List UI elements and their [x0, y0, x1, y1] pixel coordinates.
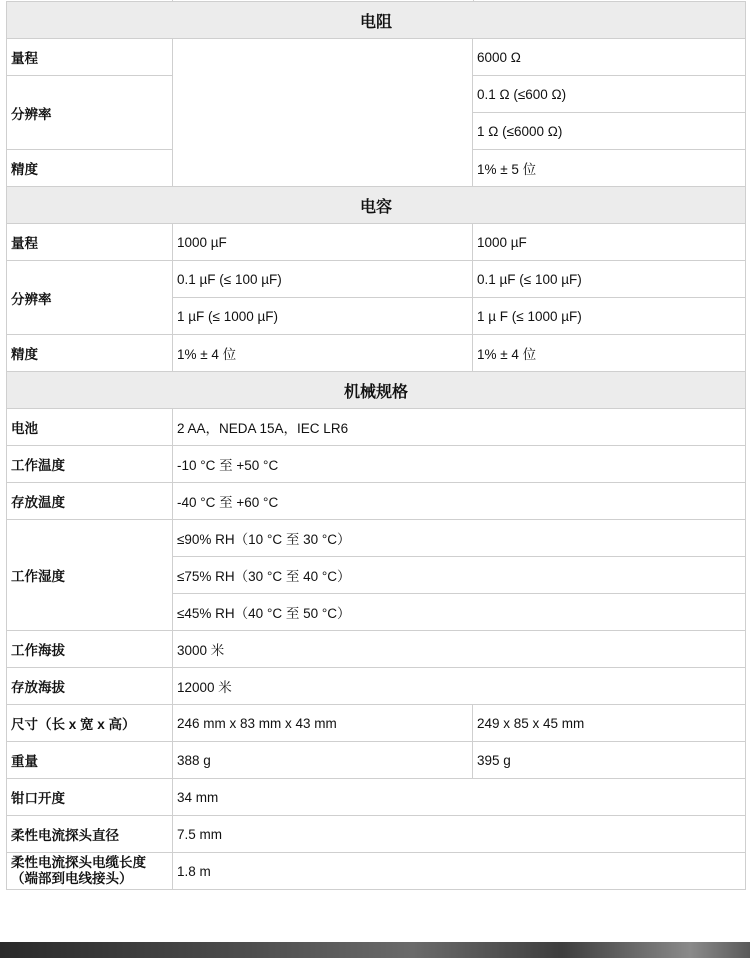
cell-value: ≤90% RH（10 °C 至 30 °C） — [173, 520, 746, 557]
cell-value: 1000 µF — [173, 224, 473, 261]
cell-value: 1 µ F (≤ 1000 µF) — [473, 298, 746, 335]
row-label: 存放海拔 — [7, 668, 173, 705]
cell-value: 1 µF (≤ 1000 µF) — [173, 298, 473, 335]
cell-value: 0.1 Ω (≤600 Ω) — [473, 76, 746, 113]
row-label: 分辨率 — [7, 261, 173, 335]
table-row — [7, 39, 746, 76]
cell-value: ≤75% RH（30 °C 至 40 °C） — [173, 557, 746, 594]
cell-value: 1000 µF — [473, 224, 746, 261]
row-label: 分辨率 — [7, 76, 173, 150]
table-row — [7, 409, 746, 446]
table-row — [7, 520, 746, 557]
cell-value: 12000 米 — [173, 668, 746, 705]
section-header-mechanical — [7, 372, 746, 409]
row-label: 柔性电流探头电缆长度（端部到电线接头） — [7, 853, 173, 890]
table-row — [7, 224, 746, 261]
row-label: 重量 — [7, 742, 173, 779]
cell-value: ≤45% RH（40 °C 至 50 °C） — [173, 594, 746, 631]
table-row — [7, 483, 746, 520]
row-label: 精度 — [7, 335, 173, 372]
row-label: 钳口开度 — [7, 779, 173, 816]
row-label: 工作海拔 — [7, 631, 173, 668]
row-label: 量程 — [7, 224, 173, 261]
cell-value: 395 g — [473, 742, 746, 779]
cell-value: 249 x 85 x 45 mm — [473, 705, 746, 742]
spec-table — [6, 1, 746, 890]
row-label: 尺寸（长 x 宽 x 高） — [7, 705, 173, 742]
section-title: 电容 — [7, 187, 746, 224]
cell-value: -10 °C 至 +50 °C — [173, 446, 746, 483]
cell-value: 1% ± 4 位 — [473, 335, 746, 372]
cell-value: 1% ± 4 位 — [173, 335, 473, 372]
row-label: 工作湿度 — [7, 520, 173, 631]
bottom-photo-band — [0, 942, 750, 958]
row-label: 精度 — [7, 150, 173, 187]
section-header-resistance — [7, 2, 746, 39]
table-row — [7, 742, 746, 779]
table-row — [7, 446, 746, 483]
row-label: 量程 — [7, 39, 173, 76]
cell-value: 1 Ω (≤6000 Ω) — [473, 113, 746, 150]
cell-value: 34 mm — [173, 779, 746, 816]
table-row — [7, 631, 746, 668]
table-row — [7, 853, 746, 890]
section-header-capacitance — [7, 187, 746, 224]
table-row — [7, 816, 746, 853]
row-label: 柔性电流探头直径 — [7, 816, 173, 853]
table-row — [7, 335, 746, 372]
cell-value: 3000 米 — [173, 631, 746, 668]
empty-cell — [173, 39, 473, 187]
table-row — [7, 668, 746, 705]
table-row — [7, 705, 746, 742]
cell-value: 2 AA，NEDA 15A，IEC LR6 — [173, 409, 746, 446]
row-label: 工作温度 — [7, 446, 173, 483]
row-label: 电池 — [7, 409, 173, 446]
cell-value: 388 g — [173, 742, 473, 779]
cell-value: 7.5 mm — [173, 816, 746, 853]
row-label: 存放温度 — [7, 483, 173, 520]
cell-value: 0.1 µF (≤ 100 µF) — [173, 261, 473, 298]
section-title: 机械规格 — [7, 372, 746, 409]
cell-value: 6000 Ω — [473, 39, 746, 76]
table-row — [7, 779, 746, 816]
cell-value: 246 mm x 83 mm x 43 mm — [173, 705, 473, 742]
cell-value: 1% ± 5 位 — [473, 150, 746, 187]
section-title: 电阻 — [7, 2, 746, 39]
cell-value: 0.1 µF (≤ 100 µF) — [473, 261, 746, 298]
table-row — [7, 261, 746, 298]
cell-value: -40 °C 至 +60 °C — [173, 483, 746, 520]
cell-value: 1.8 m — [173, 853, 746, 890]
